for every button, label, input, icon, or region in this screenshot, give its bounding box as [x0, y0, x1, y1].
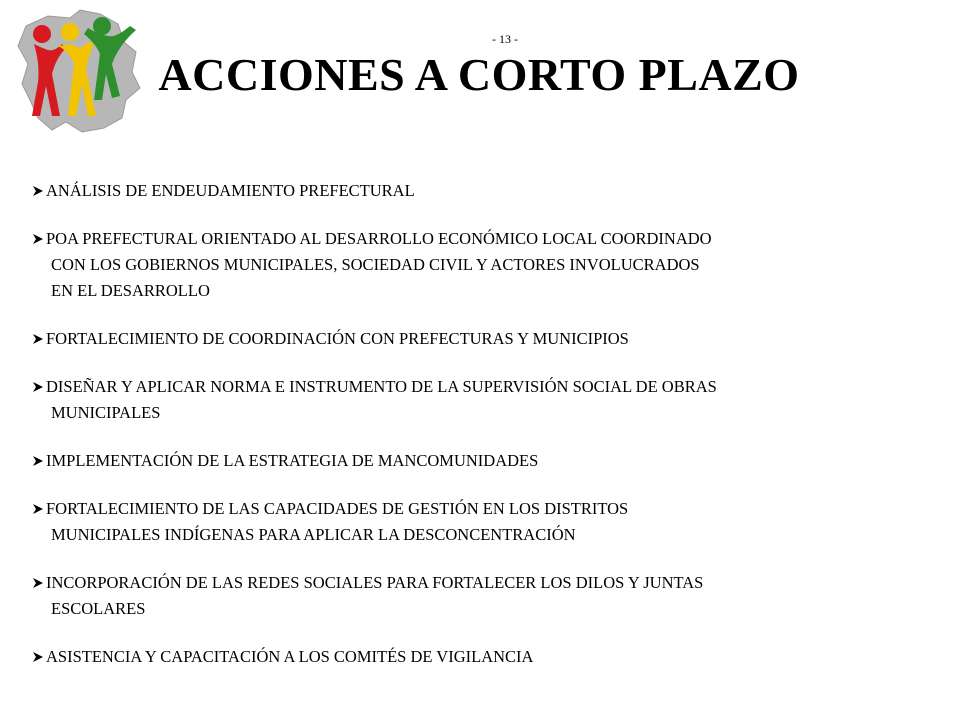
arrow-bullet-icon — [33, 456, 43, 466]
bullet-line: ESCOLARES — [51, 599, 146, 618]
bullet-item — [33, 570, 943, 622]
bullet-line: ANÁLISIS DE ENDEUDAMIENTO PREFECTURAL — [46, 181, 415, 200]
bullet-item — [33, 374, 943, 426]
arrow-bullet-icon — [33, 186, 43, 196]
bullet-item — [33, 178, 943, 204]
arrow-bullet-icon — [33, 334, 43, 344]
bullet-item — [33, 644, 943, 670]
bullet-item — [33, 226, 943, 304]
arrow-bullet-icon — [33, 578, 43, 588]
bullet-line: MUNICIPALES INDÍGENAS PARA APLICAR LA DESCONCENTRACIÓN — [51, 525, 576, 544]
bullet-line: POA PREFECTURAL ORIENTADO AL DESARROLLO ECONÓMICO LOCAL COORDINADO — [46, 229, 712, 248]
arrow-bullet-icon — [33, 504, 43, 514]
arrow-bullet-icon — [33, 382, 43, 392]
bullet-item — [33, 448, 943, 474]
page-number: - 13 - — [492, 32, 518, 46]
bullet-line: FORTALECIMIENTO DE LAS CAPACIDADES DE GESTIÓN EN LOS DISTRITOS — [46, 499, 629, 518]
arrow-bullet-icon — [33, 234, 43, 244]
arrow-bullet-icon — [33, 652, 43, 662]
bullet-line: DISEÑAR Y APLICAR NORMA E INSTRUMENTO DE LA SUPERVISIÓN SOCIAL DE OBRAS — [46, 377, 717, 396]
bullet-line: FORTALECIMIENTO DE COORDINACIÓN CON PREFECTURAS Y MUNICIPIOS — [46, 329, 629, 348]
bullet-list — [33, 178, 943, 670]
bullet-item — [33, 496, 943, 548]
bullet-line: CON LOS GOBIERNOS MUNICIPALES, SOCIEDAD CIVIL Y ACTORES INVOLUCRADOS — [51, 255, 700, 274]
bullet-line: EN EL DESARROLLO — [51, 281, 210, 300]
page-title: ACCIONES A CORTO PLAZO — [158, 49, 800, 100]
bullet-line: ASISTENCIA Y CAPACITACIÓN A LOS COMITÉS DE VIGILANCIA — [46, 647, 534, 666]
bullet-line: INCORPORACIÓN DE LAS REDES SOCIALES PARA FORTALECER LOS DILOS Y JUNTAS — [46, 573, 704, 592]
bullet-line: IMPLEMENTACIÓN DE LA ESTRATEGIA DE MANCOMUNIDADES — [46, 451, 539, 470]
bullet-line: MUNICIPALES — [51, 403, 161, 422]
bullet-item — [33, 326, 943, 352]
